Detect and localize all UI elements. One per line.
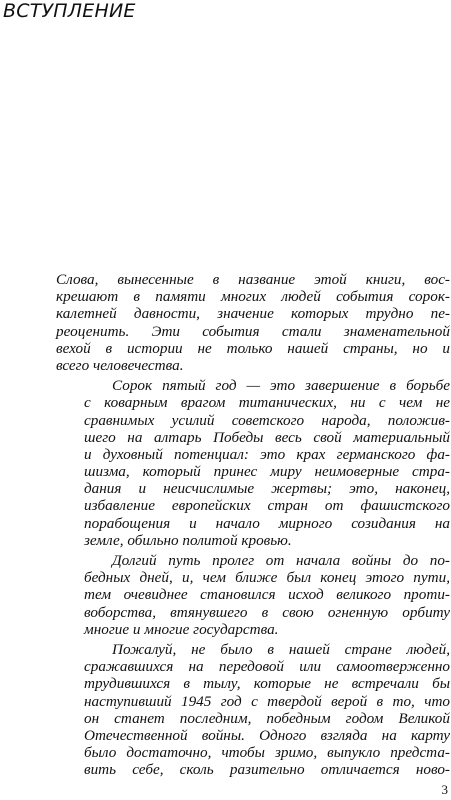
text-line: крешают в памяти многих людей события сорок- — [56, 288, 450, 306]
text-line: сравнимых усилий советского народа, положив- — [84, 411, 450, 429]
text-line: реоценить. Эти события стали знаменательной — [56, 322, 450, 340]
text-line: порабощения и начало мирного созидания на — [84, 514, 450, 532]
text-line: калетней давности, значение которых трудно пе- — [56, 305, 450, 323]
body-text — [56, 271, 450, 781]
paragraph-2 — [56, 377, 450, 549]
text-line: земле, обильно политой кровью. — [84, 531, 292, 549]
text-line: было достаточно, чтобы зримо, выпукло предста- — [84, 744, 450, 762]
paragraph-1 — [56, 271, 450, 374]
text-line: Слова, вынесенные в название этой книги, вос- — [56, 271, 450, 288]
text-line: трудившихся в тылу, которые не встречали бы — [84, 675, 450, 693]
text-line: дания и неисчислимые жертвы; это, наконец, — [84, 480, 450, 498]
paragraph-3 — [56, 552, 450, 638]
text-line: воборства, втянувшего в свою огненную орбиту — [84, 603, 450, 621]
text-line: сражавшихся на передовой или самоотверженно — [84, 658, 450, 676]
text-line: избавление европейских стран от фашистского — [84, 497, 450, 515]
paragraph-4 — [56, 641, 450, 779]
text-line: Отечественной войны. Одного взгляда на карту — [84, 726, 450, 744]
text-line: вить себе, сколь разительно отличается ново- — [84, 761, 450, 779]
text-line: тем очевиднее становился исход великого проти- — [84, 586, 450, 604]
text-line: многие и многие государства. — [84, 620, 279, 638]
text-line: бедных дней, и, чем ближе был конец этого пути, — [84, 569, 450, 587]
text-line: и духовный потенциал: это крах германского фа- — [84, 445, 450, 463]
page-number: 3 — [441, 782, 448, 797]
text-line: Сорок пятый год — это завершение в борьбе — [112, 377, 450, 395]
chapter-heading: ВСТУПЛЕНИЕ — [3, 0, 136, 22]
text-line: шего на алтарь Победы весь свой материальный — [84, 428, 450, 446]
text-line: шизма, который принес миру неимоверные стра- — [84, 463, 450, 481]
text-line: с коварным врагом титанических, ни с чем не — [84, 394, 450, 412]
text-line: Пожалуй, не было в нашей стране людей, — [112, 640, 450, 658]
text-line: всего человечества. — [56, 356, 184, 374]
text-line: Долгий путь пролег от начала войны до по- — [112, 552, 450, 569]
text-line: вехой в истории не только нашей страны, но и — [56, 339, 450, 357]
text-line: он станет последним, победным годом Великой — [84, 709, 450, 727]
text-line: наступивший 1945 год с твердой верой в то, что — [84, 692, 450, 710]
